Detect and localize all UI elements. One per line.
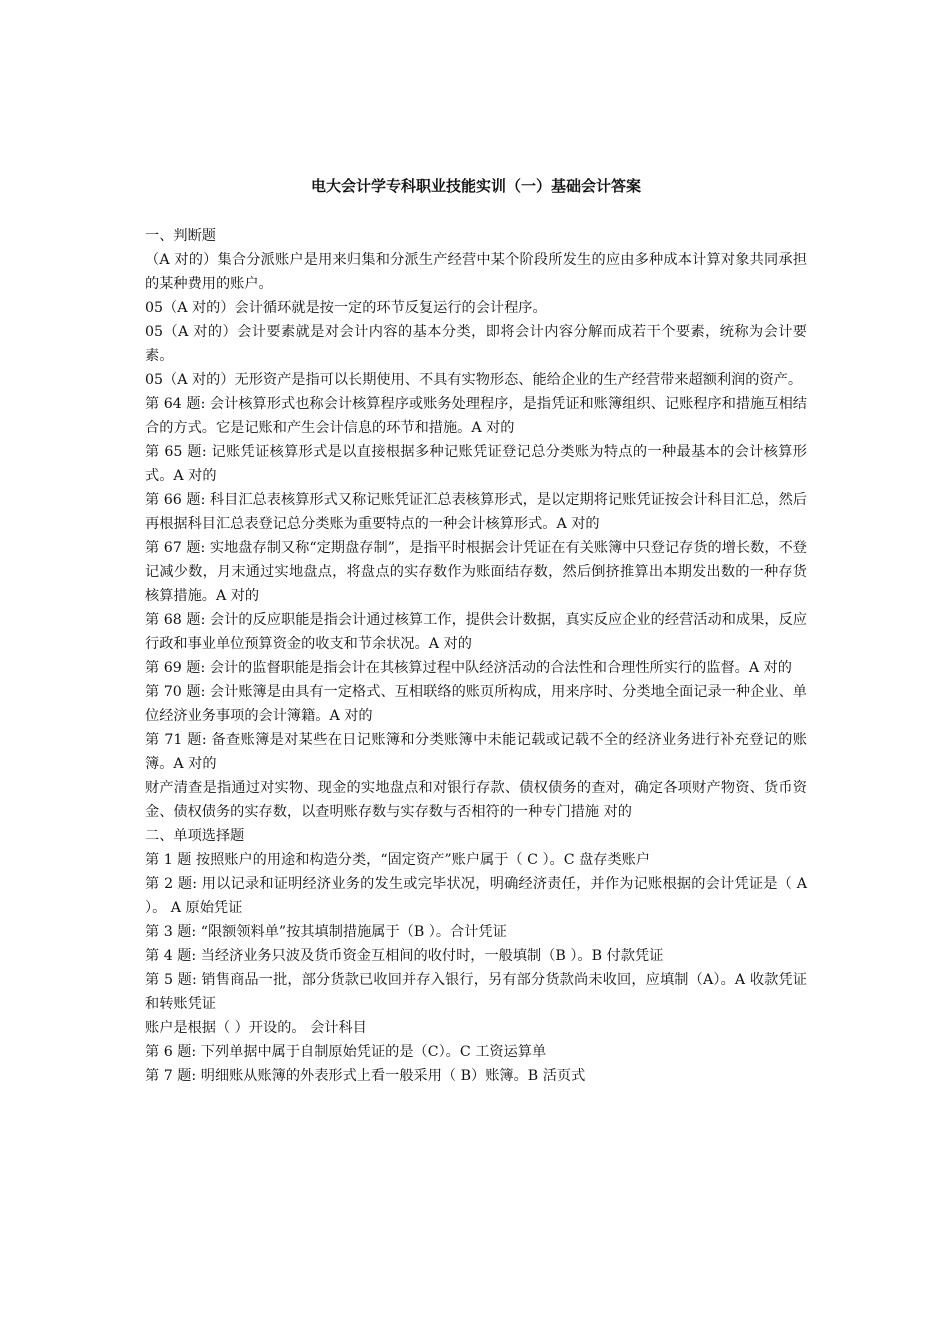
true-false-item: 第 67 题: 实地盘存制又称“定期盘存制”，是指平时根据会计凭证在有关账簿中只登记存货的增长数，不登记减少数，月末通过实地盘点，将盘点的实存数作为账面结存数，然后倒挤推算出本期发出数的一种存货核算措施。A 对的	[145, 540, 807, 604]
section-heading-true-false: 一、判断题	[145, 228, 216, 244]
true-false-item: （A 对的）集合分派账户是用来归集和分派生产经营中某个阶段所发生的应由多种成本计算对象共同承担的某种费用的账户。	[145, 252, 807, 292]
true-false-item: 第 69 题: 会计的监督职能是指会计在其核算过程中队经济活动的合法性和合理性所实行的监督。A 对的	[145, 660, 792, 676]
document-title: 电大会计学专科职业技能实训（一）基础会计答案	[310, 177, 641, 195]
true-false-item: 第 71 题: 备查账簿是对某些在日记账簿和分类账簿中未能记载或记载不全的经济业务进行补充登记的账簿。A 对的	[145, 732, 807, 772]
true-false-item: 第 65 题: 记账凭证核算形式是以直接根据多种记账凭证登记总分类账为特点的一种最基本的会计核算形式。A 对的	[145, 444, 807, 484]
single-choice-item: 第 4 题: 当经济业务只波及货币资金互相间的收付时，一般填制（B ）。B 付款凭证	[145, 948, 664, 964]
document-page	[145, 174, 807, 1088]
single-choice-item: 账户是根据（ ）开设的。 会计科目	[145, 1020, 367, 1036]
single-choice-item: 第 5 题: 销售商品一批，部分货款已收回并存入银行，另有部分货款尚未收回，应填制（A）。A 收款凭证和转账凭证	[145, 972, 807, 1012]
true-false-item: 财产清查是指通过对实物、现金的实地盘点和对银行存款、债权债务的查对，确定各项财产物资、货币资金、债权债务的实存数，以查明账存数与实存数与否相符的一种专门措施 对的	[145, 780, 807, 820]
single-choice-item: 第 2 题: 用以记录和证明经济业务的发生或完毕状况，明确经济责任，并作为记账根据的会计凭证是（ A ）。 A 原始凭证	[145, 876, 807, 916]
single-choice-item: 第 1 题 按照账户的用途和构造分类，“固定资产”账户属于（ C ）。C 盘存类账户	[145, 852, 651, 868]
true-false-item: 第 66 题: 科目汇总表核算形式又称记账凭证汇总表核算形式，是以定期将记账凭证按会计科目汇总，然后再根据科目汇总表登记总分类账为重要特点的一种会计核算形式。A 对的	[145, 492, 807, 532]
single-choice-item: 第 3 题: “限额领料单”按其填制措施属于（B ）。合计凭证	[145, 924, 507, 940]
true-false-item: 05（A 对的）无形资产是指可以长期使用、不具有实物形态、能给企业的生产经营带来超额利润的资产。	[145, 372, 803, 388]
true-false-item: 第 70 题: 会计账簿是由具有一定格式、互相联络的账页所构成，用来序时、分类地全面记录一种企业、单位经济业务事项的会计簿籍。A 对的	[145, 684, 807, 724]
section-heading-single-choice: 二、单项选择题	[145, 828, 245, 844]
true-false-item: 第 64 题: 会计核算形式也称会计核算程序或账务处理程序，是指凭证和账簿组织、记账程序和措施互相结合的方式。它是记账和产生会计信息的环节和措施。A 对的	[145, 396, 807, 436]
single-choice-item: 第 7 题: 明细账从账簿的外表形式上看一般采用（ B）账簿。B 活页式	[145, 1068, 586, 1084]
single-choice-item: 第 6 题: 下列单据中属于自制原始凭证的是（C）。C 工资运算单	[145, 1044, 547, 1060]
true-false-item: 第 68 题: 会计的反应职能是指会计通过核算工作，提供会计数据，真实反应企业的经营活动和成果，反应行政和事业单位预算资金的收支和节余状况。A 对的	[145, 612, 807, 652]
true-false-item: 05（A 对的）会计循环就是按一定的环节反复运行的会计程序。	[145, 300, 547, 316]
true-false-item: 05（A 对的）会计要素就是对会计内容的基本分类，即将会计内容分解而成若干个要素，统称为会计要素。	[145, 324, 807, 364]
